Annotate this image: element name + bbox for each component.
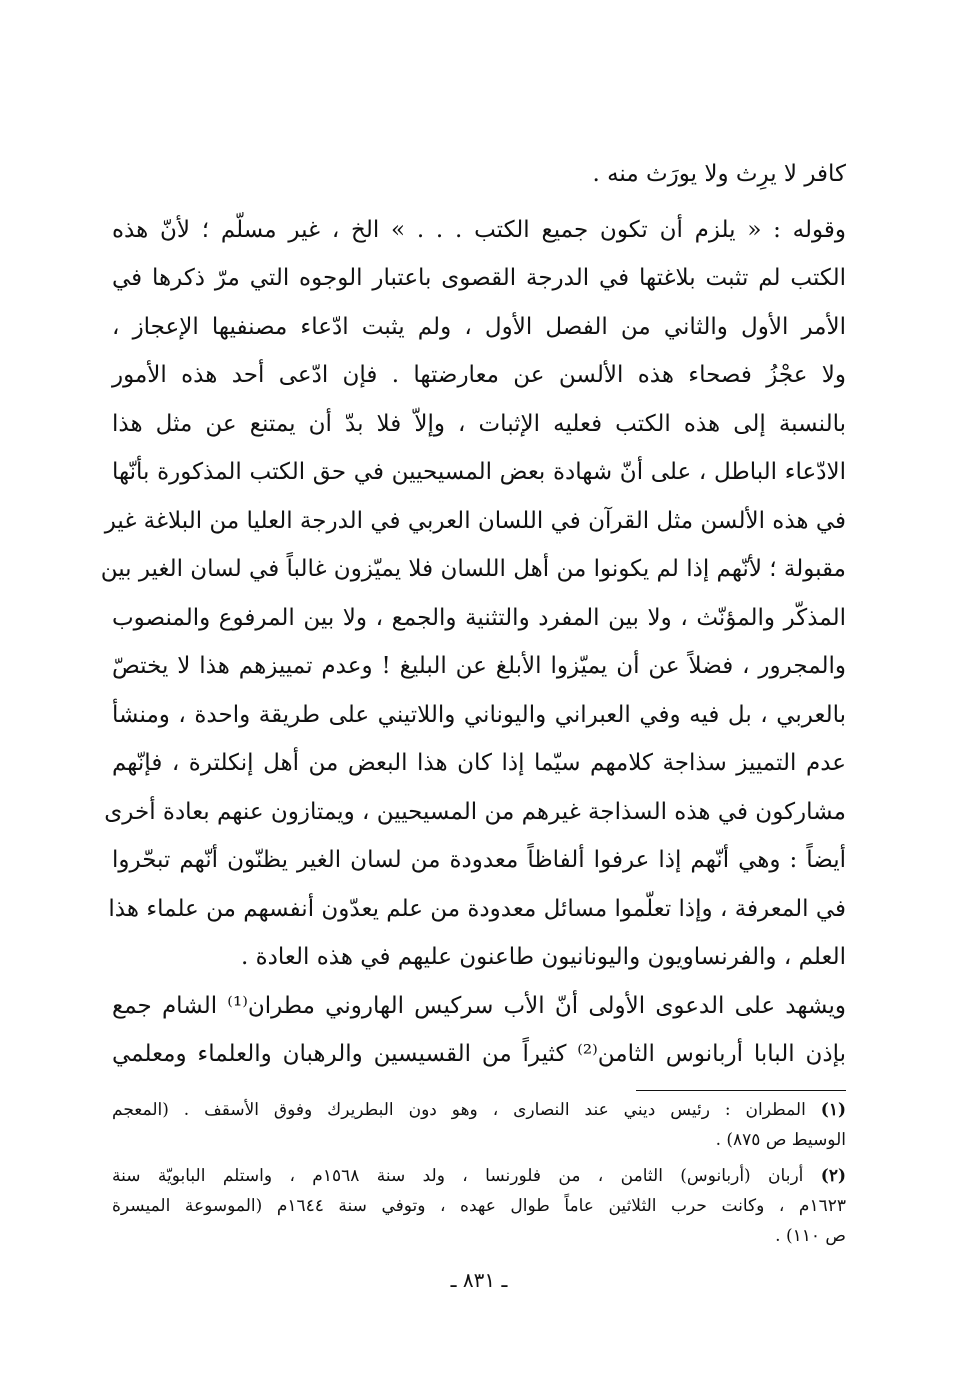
footnote-number: (٢) bbox=[820, 1166, 847, 1186]
text-line: في المعرفة ، وإذا تعلّموا مسائل معدودة من علم يعدّون أنفسهم من علماء هذا bbox=[108, 895, 846, 922]
text-line: الأمر الأول والثاني من الفصل الأول ، ولم يثبت ادّعاء مصنفيها الإعجاز ، bbox=[112, 313, 846, 340]
text-line: بإذن البابا أربانوس الثامن⁽²⁾ كثيراً من القسيسين والرهبان والعلماء ومعلمي bbox=[112, 1041, 846, 1067]
text-line: عدم التمييز سذاجة كلامهم سيّما إذا كان هذا البعض من أهل إنكلترة ، فإنّهم bbox=[112, 750, 846, 776]
text-line: أيضاً : وهي أنّهم إذا عرفوا ألفاظاً معدودة من لسان الغير يظنّون أنّهم تبحّروا bbox=[112, 847, 846, 873]
footnote-text: المطران : رئيس ديني عند النصارى ، وهو دون البطريرك وفوق الأسقف . (المعجم bbox=[112, 1100, 806, 1120]
footnote-text: أربان (أربانوس) الثامن ، من فلورنسا ، ولد سنة ١٥٦٨م ، واستلم البابويّة سنة bbox=[112, 1166, 804, 1186]
text-line: الادّعاء الباطل ، على أنّ شهادة بعض المسيحيين في حق الكتب المذكورة بأنّها bbox=[112, 459, 846, 485]
footnote-text: ص ١١٠) . bbox=[775, 1226, 846, 1246]
main-text bbox=[100, 150, 846, 1079]
footnote-text: ١٦٢٣م ، وكانت حرب الثلاثين عاماً طوال عهده ، وتوفي سنة ١٦٤٤م (الموسوعة الميسرة bbox=[112, 1196, 846, 1216]
footnote-1 bbox=[112, 1095, 846, 1125]
footnote-text: الوسيط ص ٨٧٥) . bbox=[715, 1130, 846, 1150]
text-line: مقبولة ؛ لأنّهم إذا لم يكونوا من أهل اللسان فلا يميّزون غالباً في لسان الغير بين bbox=[100, 556, 846, 582]
text-line: العلم ، والفرنساويون واليونانيون طاعنون عليهم في هذه العادة . bbox=[241, 944, 846, 970]
text-line: بالعربي ، بل فيه وفي العبراني واليوناني واللاتيني على طريقة واحدة ، ومنشأ bbox=[112, 701, 846, 728]
text-line: ولا عجْزُ فصحاء هذه الألسن عن معارضتها . فإن ادّعى أحد هذه الأمور bbox=[112, 362, 846, 388]
text-line: وقوله : « يلزم أن تكون جميع الكتب . . . » الخ ، غير مسلّم ؛ لأنّ هذه bbox=[112, 216, 846, 243]
text-line: بالنسبة إلى هذه الكتب فعليه الإثبات ، وإلاّ فلا بدّ أن يمتنع عن مثل هذا bbox=[112, 410, 846, 437]
footnote-divider bbox=[636, 1090, 846, 1091]
text-line: في هذه الألسن مثل القرآن في اللسان العربي في الدرجة العليا من البلاغة غير bbox=[104, 507, 846, 534]
text-line: ويشهد على الدعوى الأولى أنّ الأب سركيس الهاروني مطران⁽¹⁾ الشام جمع bbox=[112, 992, 846, 1019]
text-line: والمجرور ، فضلاً عن أن يميّزوا الأبلغ عن البليغ ! وعدم تمييزهم هذا لا يختصّ bbox=[112, 653, 846, 679]
footnotes bbox=[112, 1095, 846, 1251]
footnote-2 bbox=[112, 1161, 846, 1191]
text-line: كافر لا يرِث ولا يورَث منه . bbox=[592, 161, 846, 187]
text-line: المذكّر والمؤنّث ، ولا بين المفرد والتثنية والجمع ، ولا بين المرفوع والمنصوب bbox=[112, 604, 846, 631]
page-number: ـ ٨٣١ ـ bbox=[450, 1268, 508, 1292]
text-line: الكتب لم تثبت بلاغتها في الدرجة القصوى باعتبار الوجوه التي مرّ ذكرها في bbox=[112, 265, 846, 291]
footnote-number: (١) bbox=[820, 1100, 847, 1120]
text-line: مشاركون في هذه السذاجة غيرهم من المسيحيين ، ويمتازون عنهم بعادة أخرى bbox=[104, 798, 846, 825]
